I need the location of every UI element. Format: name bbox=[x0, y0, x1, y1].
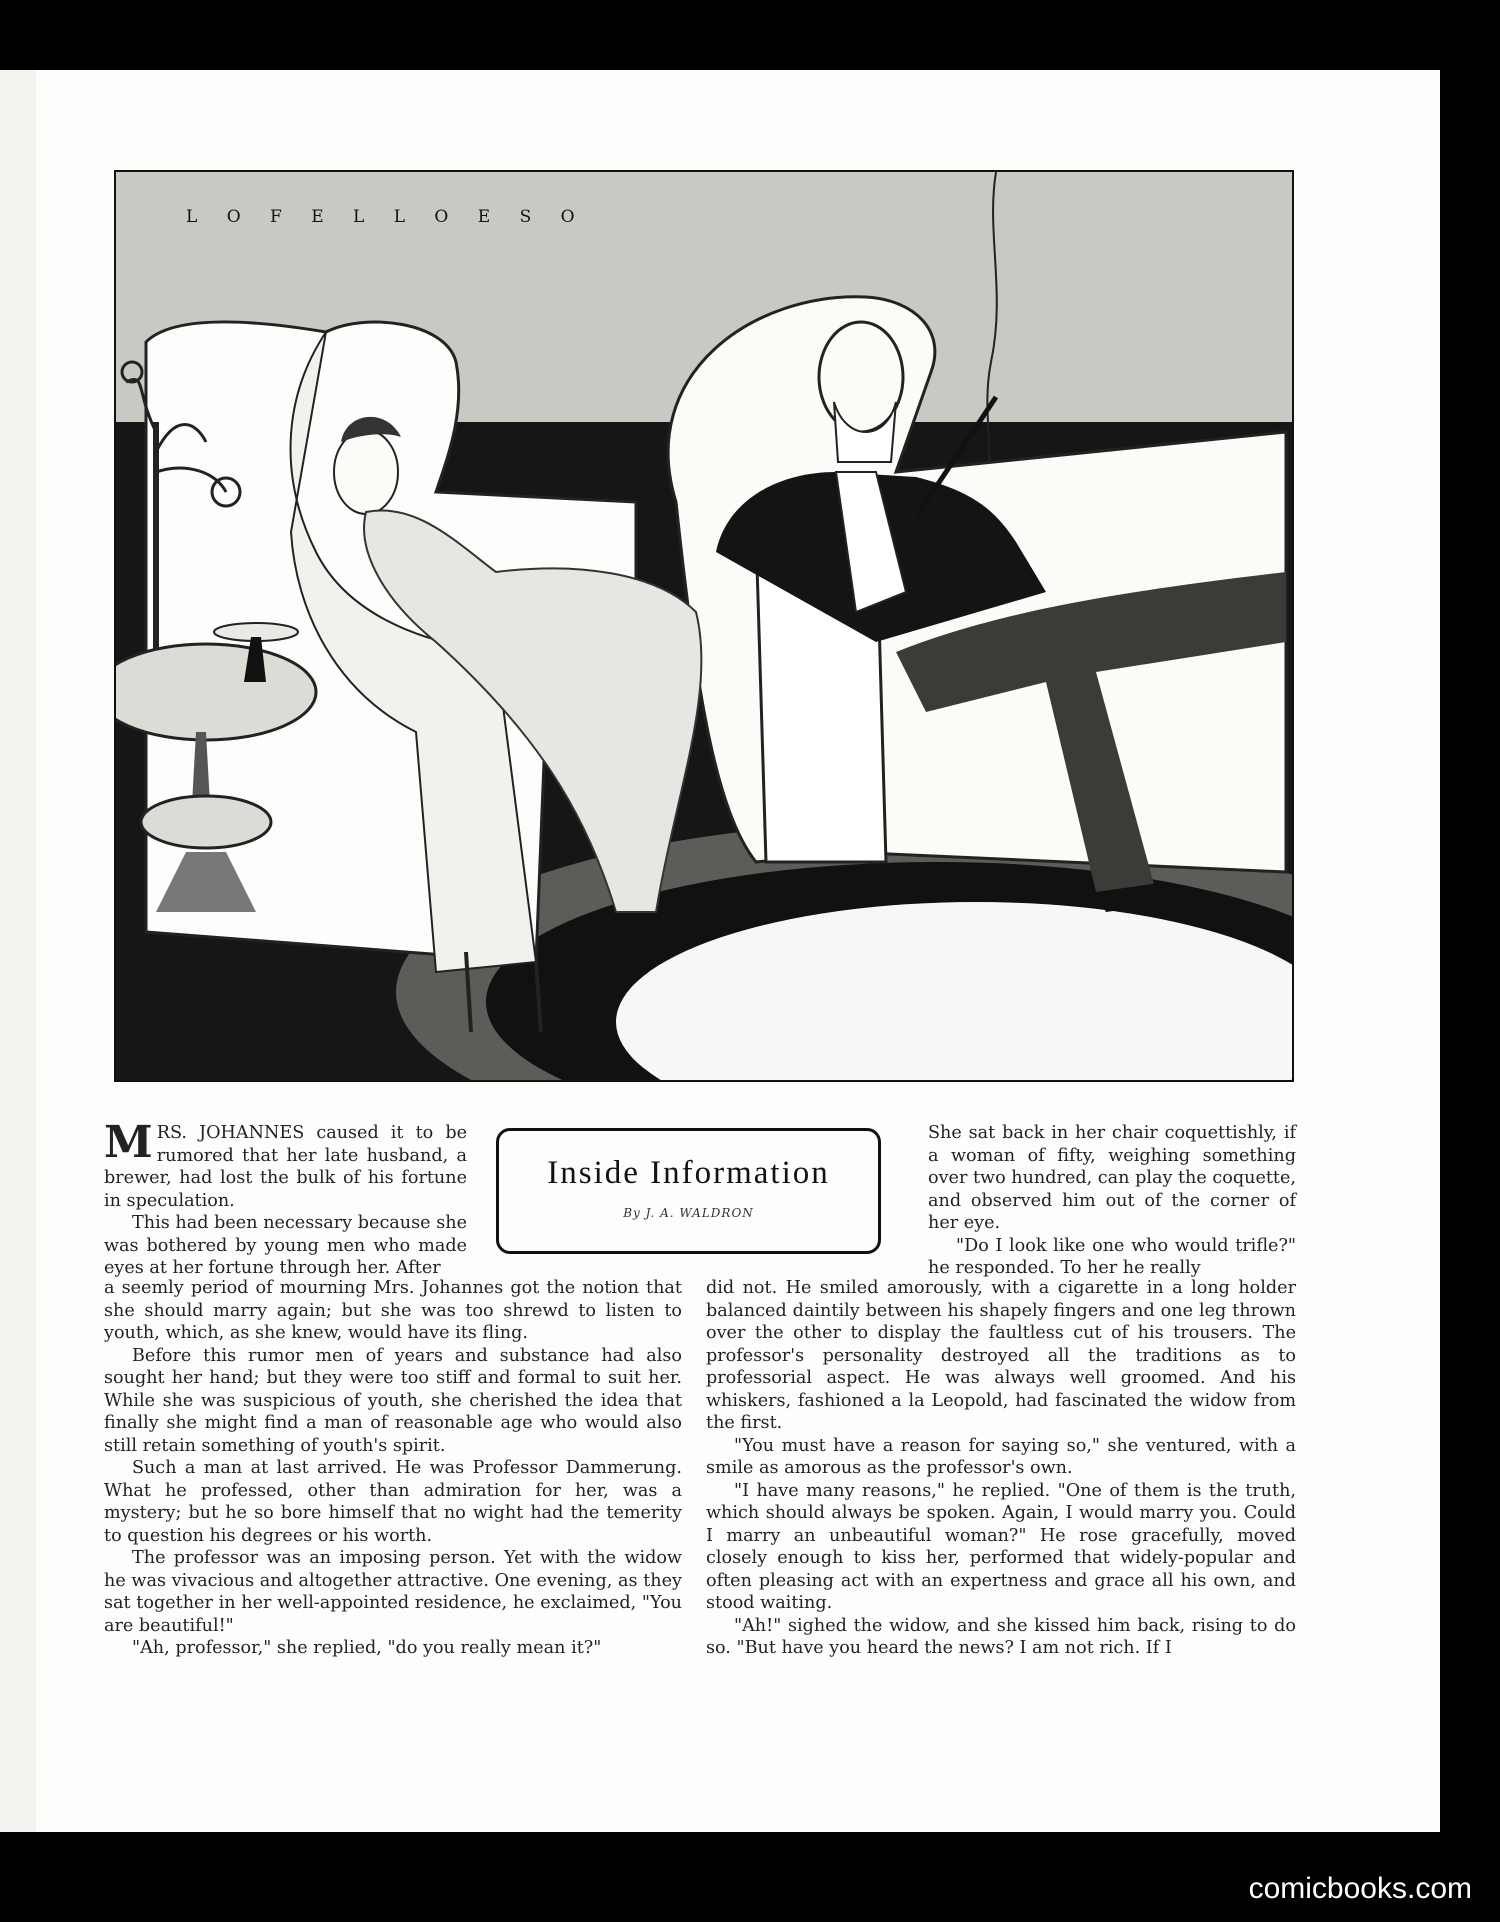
paragraph: did not. He smiled amorously, with a cigarette in a long holder balanced daintily between his shapely fingers and one leg thrown over the other to display the faultless cut of his trousers. The professor's personality destroyed all the traditions as to professorial aspect. He was always well groomed. And his whiskers, fashioned a la Leopold, had fascinated the widow from the first. bbox=[706, 1278, 1296, 1433]
article-title: Inside Information bbox=[547, 1155, 830, 1191]
paragraph: "Ah, professor," she replied, "do you really mean it?" bbox=[132, 1638, 602, 1658]
paragraph: a seemly period of mourning Mrs. Johannes got the notion that she should marry again; but she was too shrewd to listen to youth, which, as she knew, would have its fling. bbox=[104, 1278, 682, 1343]
paragraph: "You must have a reason for saying so," she ventured, with a smile as amorous as the professor's own. bbox=[706, 1435, 1296, 1478]
paragraph: "I have many reasons," he replied. "One of them is the truth, which should always be spoken. Again, I would marry you. Could I marry an unbeautiful woman?" He rose gracefully, moved closely enough to kiss her, performed that widely-popular and often pleasing act with an expertness and grace all his own, and stood waiting. bbox=[706, 1480, 1296, 1613]
drop-cap: M bbox=[104, 1117, 153, 1168]
side-table-top bbox=[116, 644, 316, 740]
illustration-art bbox=[116, 172, 1292, 1080]
previous-page-edge bbox=[0, 70, 39, 1832]
paragraph: MRS. JOHANNES caused it to be rumored that her late husband, a brewer, had lost the bulk of his fortune in speculation. bbox=[104, 1117, 467, 1211]
column-left-bottom bbox=[104, 1277, 682, 1660]
paragraph: This had been necessary because she was bothered by young men who made eyes at her fortune through her. After bbox=[104, 1213, 467, 1278]
column-right-top bbox=[928, 1122, 1296, 1280]
article-byline: By J. A. WALDRON bbox=[623, 1206, 754, 1220]
paragraph: The professor was an imposing person. Yet with the widow he was vivacious and altogether attractive. One evening, as they sat together in her well-appointed residence, he exclaimed, "You are beautiful!" bbox=[104, 1548, 682, 1636]
paragraph: She sat back in her chair coquettishly, if a woman of fifty, weighing something over two hundred, can play the coquette, and observed him out of the corner of her eye. bbox=[928, 1123, 1296, 1233]
column-right-bottom bbox=[706, 1277, 1296, 1660]
title-box bbox=[496, 1128, 881, 1254]
artist-signature: L O F E L L O E S O bbox=[186, 207, 587, 227]
paragraph: "Ah!" sighed the widow, and she kissed him back, rising to do so. "But have you heard the news? I am not rich. If I bbox=[706, 1615, 1296, 1658]
source-watermark: comicbooks.com bbox=[1248, 1872, 1472, 1905]
column-left-top bbox=[104, 1117, 467, 1280]
paragraph: "Do I look like one who would trifle?" he responded. To her he really bbox=[928, 1235, 1296, 1278]
woman-head bbox=[334, 430, 398, 514]
paragraph: Before this rumor men of years and substance had also sought her hand; but they were too stiff and formal to suit her. While she was suspicious of youth, she cherished the idea that finally she might find a man of reasonable age who would also still retain something of youth's spirit. bbox=[104, 1345, 682, 1456]
side-table-shelf bbox=[141, 796, 271, 848]
illustration bbox=[114, 170, 1294, 1082]
paragraph: Such a man at last arrived. He was Professor Dammerung. What he professed, other than admiration for her, was a mystery; but he so bore himself that no wight had the temerity to question his degrees or his worth. bbox=[104, 1458, 682, 1546]
